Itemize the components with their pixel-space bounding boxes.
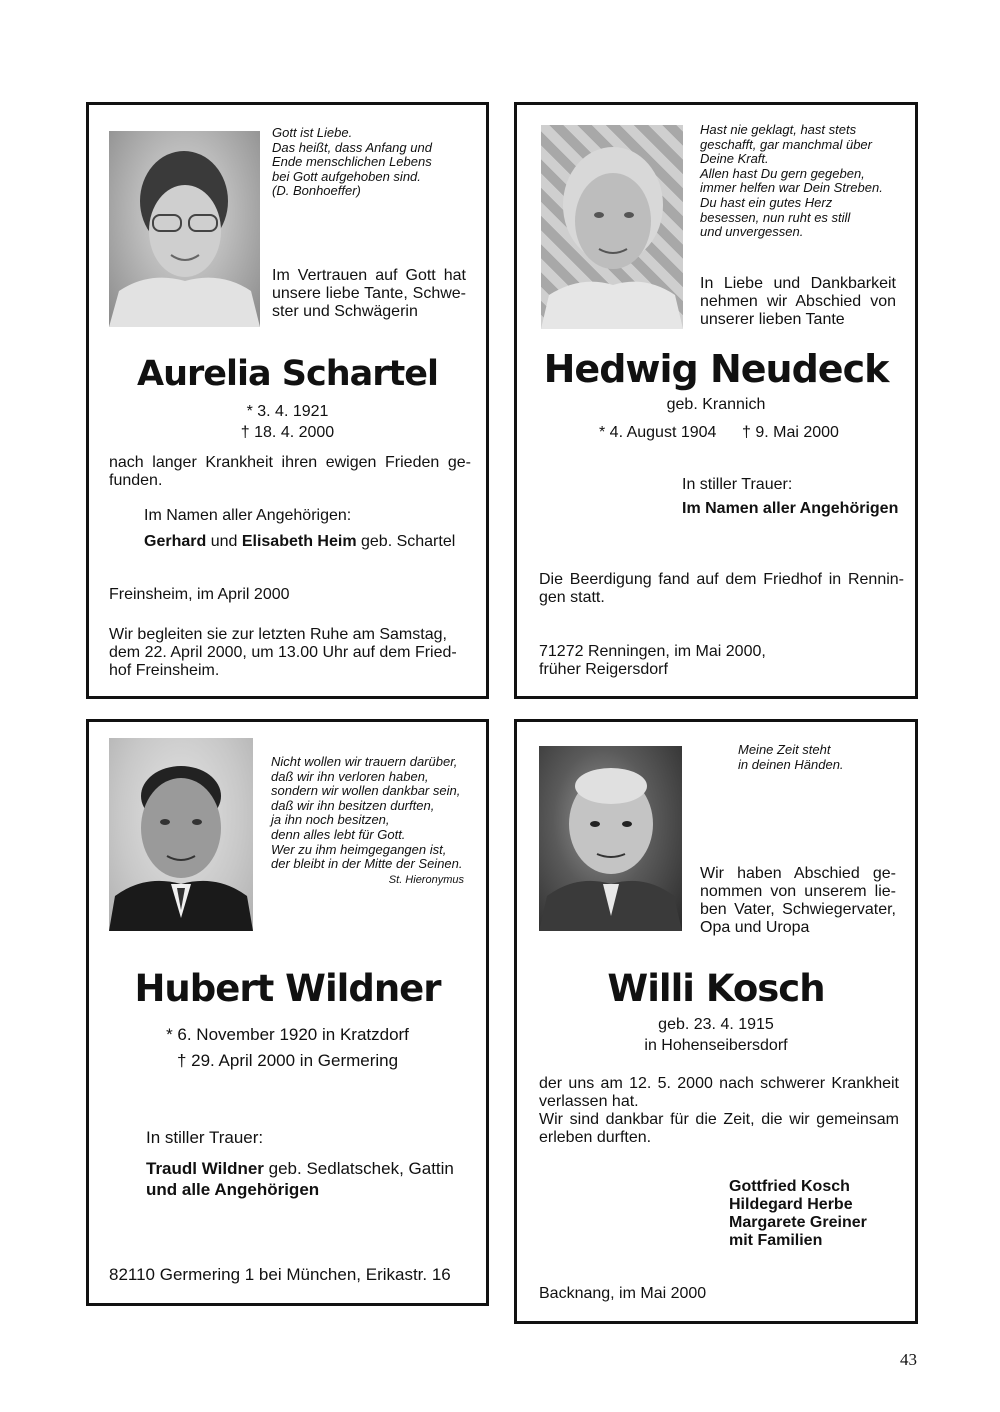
place-date: Freinsheim, im April 2000	[109, 586, 290, 603]
burial-text: Die Beerdigung fand auf dem Friedhof in Rennin-gen statt.	[539, 571, 904, 606]
bible-verse: Gott ist Liebe. Das heißt, dass Anfang und Ende menschlichen Lebens bei Gott aufgehoben sind. (D. Bonhoeffer)	[272, 125, 432, 199]
intro-text: Wir haben Abschied ge-nommen von unserem lie-ben Vater, Schwiegervater, Opa und Uropa	[700, 865, 896, 936]
deceased-name: Aurelia Schartel	[136, 354, 439, 394]
mourners: Traudl Wildner geb. Sedlatschek, Gattin	[146, 1159, 454, 1178]
poem: Hast nie geklagt, hast stets geschafft, gar manchmal über Deine Kraft. Allen hast Du gern gegeben, immer helfen war Dein Streben. Du hast ein gutes Herz besessen, nun ruht es still und unvergessen.	[700, 122, 883, 240]
place-date: Backnang, im Mai 2000	[539, 1285, 707, 1302]
mourners-intro: Im Namen aller Angehörigen:	[144, 507, 352, 524]
mourner-3: Margarete Greiner	[729, 1214, 867, 1231]
notice-hedwig-neudeck	[514, 102, 918, 699]
notice-willi-kosch	[514, 719, 918, 1324]
portrait-illustration	[541, 125, 683, 329]
portrait-illustration	[109, 738, 253, 931]
mourner-4: mit Familien	[729, 1232, 823, 1249]
birth-date: geb. 23. 4. 1915	[658, 1016, 774, 1033]
verse-author: St. Hieronymus	[388, 874, 464, 886]
portrait-photo	[541, 125, 683, 329]
address: 82110 Germering 1 bei München, Erikastr. 16	[109, 1265, 451, 1284]
portrait-illustration	[539, 746, 682, 931]
page-number: 43	[900, 1350, 917, 1369]
birth-date: * 4. August 1904	[599, 424, 717, 441]
notice-aurelia-schartel	[86, 102, 489, 699]
poem: Nicht wollen wir trauern darüber, daß wir ihn verloren haben, sondern wir wollen dankbar sein, daß wir ihn besitzen durften, ja ihn noch besitzen, denn alles lebt für Gott. Wer zu ihm heimgegangen ist, der bleibt in der Mitte der Seinen.	[271, 754, 463, 872]
thanks-text: Wir sind dankbar für die Zeit, die wir gemeinsam erleben durften.	[539, 1111, 899, 1146]
funeral-text: Wir begleiten sie zur letzten Ruhe am Samstag, dem 22. April 2000, um 13.00 Uhr auf dem Fried-hof Freinsheim.	[109, 626, 457, 679]
death-date: † 18. 4. 2000	[240, 424, 335, 441]
bible-verse: Meine Zeit steht in deinen Händen.	[738, 742, 844, 772]
intro-text: In Liebe und Dankbarkeit nehmen wir Abschied von unserer lieben Tante	[700, 275, 896, 328]
place-line2: früher Reigersdorf	[539, 661, 668, 678]
mourners: Im Namen aller Angehörigen	[682, 500, 899, 517]
mourners-intro: In stiller Trauer:	[682, 476, 793, 493]
notice-hubert-wildner	[86, 719, 489, 1306]
portrait-photo	[109, 131, 260, 327]
maiden-name: geb. Krannich	[666, 396, 766, 413]
birth-place: in Hohenseibersdorf	[644, 1037, 788, 1054]
deceased-name: Hedwig Neudeck	[543, 347, 889, 391]
birth-info: * 6. November 1920 in Kratzdorf	[166, 1025, 409, 1044]
deceased-name: Hubert Wildner	[134, 967, 441, 1010]
mourner-1: Gottfried Kosch	[729, 1178, 850, 1195]
mourners-rest: und alle Angehörigen	[146, 1180, 320, 1199]
portrait-photo	[109, 738, 253, 931]
mourner-second: Elisabeth Heim	[241, 533, 357, 550]
mourners: Gerhard und Elisabeth Heim geb. Schartel	[144, 533, 456, 550]
portrait-photo	[539, 746, 682, 931]
mourner-2: Hildegard Herbe	[729, 1196, 853, 1213]
death-text: der uns am 12. 5. 2000 nach schwerer Krankheit verlassen hat.	[539, 1075, 899, 1110]
mourners-intro: In stiller Trauer:	[146, 1128, 264, 1147]
deceased-name: Willi Kosch	[607, 967, 825, 1010]
mourners	[729, 1178, 867, 1250]
portrait-illustration	[109, 131, 260, 327]
birth-date: * 3. 4. 1921	[246, 403, 329, 420]
intro-text: Im Vertrauen auf Gott hat unsere liebe Tante, Schwe-ster und Schwägerin	[272, 267, 466, 320]
mourner-first: Gerhard	[144, 533, 207, 550]
mourner-name: Traudl Wildner	[146, 1159, 264, 1178]
death-info: † 29. April 2000 in Germering	[176, 1051, 399, 1070]
death-date: † 9. Mai 2000	[742, 424, 839, 441]
death-text: nach langer Krankheit ihren ewigen Frieden ge-funden.	[109, 454, 471, 489]
place-line1: 71272 Renningen, im Mai 2000,	[539, 643, 766, 660]
